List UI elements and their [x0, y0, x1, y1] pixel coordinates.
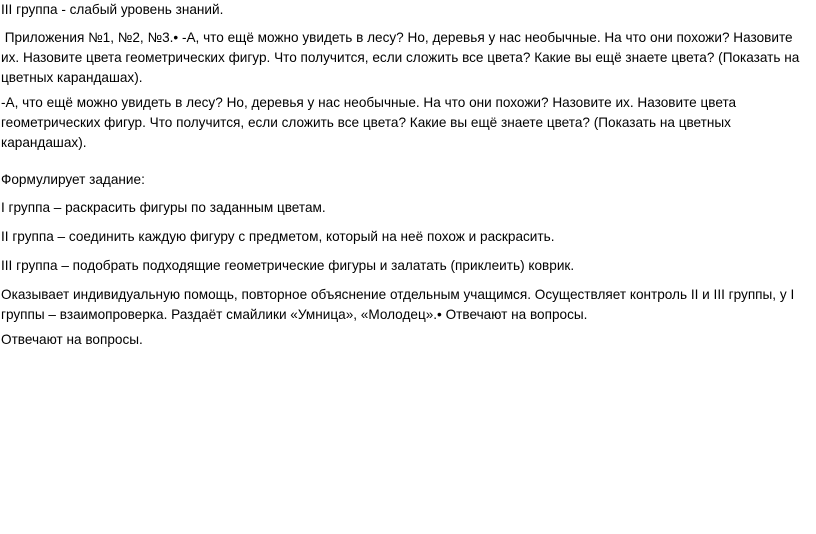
paragraph-task-intro: Формулирует задание: [1, 172, 145, 187]
paragraph-appendix-questions: Приложения №1, №2, №3.• -А, что ещё можно увидеть в лесу? Но, деревья у нас необычные. На что они похожи? Назовите их. Назовите цвета геометрических фигур. Что получится, если сложить все цвета? Какие вы ещё знаете цвета? (Показать на цветных карандашах). [1, 30, 804, 85]
paragraph-group-heading: III группа - слабый уровень знаний. [1, 2, 224, 17]
paragraph-group-3-task: III группа – подобрать подходящие геометрические фигуры и залатать (приклеить) коврик. [1, 258, 575, 273]
paragraph-teacher-help: Оказывает индивидуальную помощь, повторное объяснение отдельным учащимся. Осуществляет контроль II и III группы, у I группы – взаимопроверка. Раздаёт смайлики «Умница», «Молодец».• Отвечают на вопросы. [1, 287, 795, 322]
paragraph-answer-questions: Отвечают на вопросы. [1, 332, 143, 347]
paragraph-forest-questions: -А, что ещё можно увидеть в лесу? Но, деревья у нас необычные. На что они похожи? Назовите их. Назовите цвета геометрических фигур. Что получится, если сложить все цвета? Какие вы ещё знаете цвета? (Показать на цветных карандашах). [1, 95, 737, 150]
paragraph-group-2-task: II группа – соединить каждую фигуру с предметом, который на неё похож и раскрасить. [1, 229, 555, 244]
paragraph-group-1-task: I группа – раскрасить фигуры по заданным цветам. [1, 200, 326, 215]
